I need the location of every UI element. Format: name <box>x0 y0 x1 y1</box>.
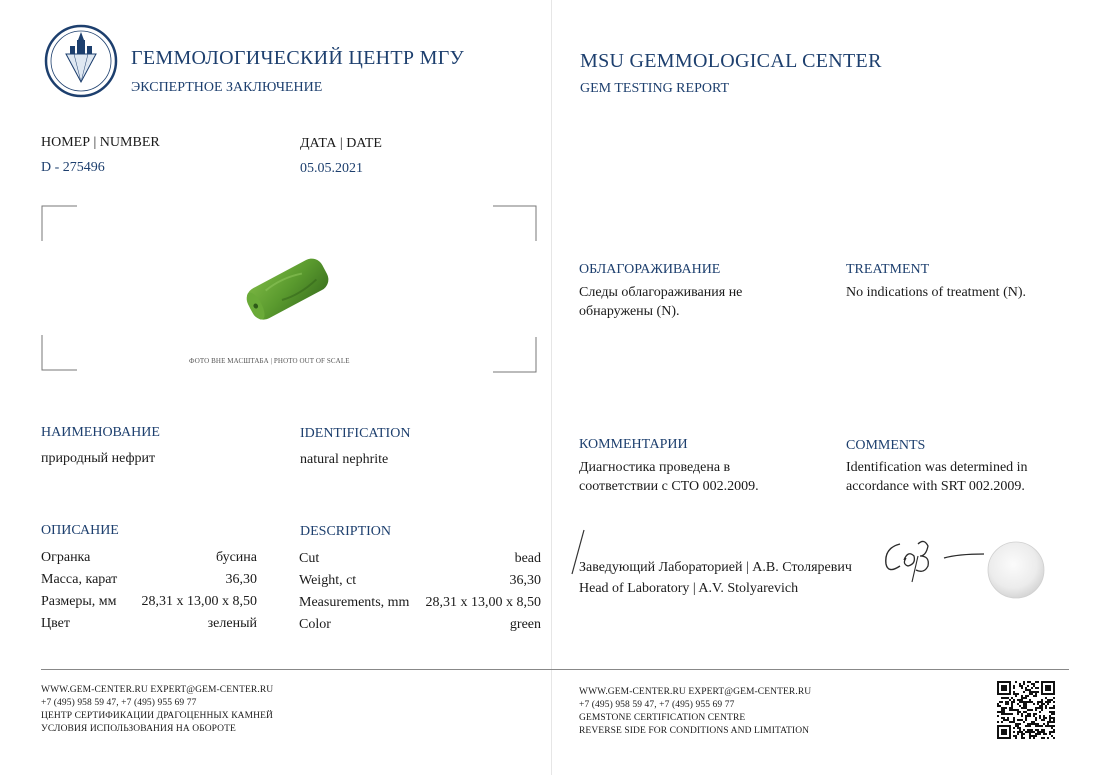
footer-right-centre: GEMSTONE CERTIFICATION CENTRE <box>579 713 746 723</box>
identification-label-ru: НАИМЕНОВАНИЕ <box>41 425 160 440</box>
handwritten-signature <box>878 530 988 590</box>
desc-value: 28,31 x 13,00 x 8,50 <box>425 595 541 610</box>
qr-code-icon[interactable] <box>997 681 1055 739</box>
footer-left-contacts: WWW.GEM-CENTER.RU EXPERT@GEM-CENTER.RU <box>41 685 274 695</box>
desc-row-measurements-ru <box>41 594 257 610</box>
subtitle-en: GEM TESTING REPORT <box>580 81 730 96</box>
desc-key: Масса, карат <box>41 572 118 587</box>
comments-value-ru-2: соответствии с СТО 002.2009. <box>579 479 759 494</box>
signature-line-ru: Заведующий Лабораторией | А.В. Столяревич <box>579 560 852 575</box>
desc-key: Цвет <box>41 616 70 631</box>
desc-row-color-en <box>299 617 541 633</box>
comments-value-en-1: Identification was determined in <box>846 460 1028 475</box>
comments-label-en: COMMENTS <box>846 438 926 453</box>
desc-value: 28,31 x 13,00 x 8,50 <box>141 594 257 609</box>
footer-left <box>41 684 273 736</box>
desc-key: Color <box>299 617 331 632</box>
footer-left-phones: +7 (495) 958 59 47, +7 (495) 955 69 77 <box>41 698 197 708</box>
identification-value-ru: природный нефрит <box>41 451 156 466</box>
desc-row-color-ru <box>41 616 257 632</box>
comments-value-ru-1: Диагностика проведена в <box>579 460 731 475</box>
footer-right-contacts: WWW.GEM-CENTER.RU EXPERT@GEM-CENTER.RU <box>579 687 812 697</box>
description-label-ru: ОПИСАНИЕ <box>41 523 119 538</box>
subtitle-ru: ЭКСПЕРТНОЕ ЗАКЛЮЧЕНИЕ <box>131 80 323 95</box>
desc-key: Cut <box>299 551 320 566</box>
footer-left-centre: ЦЕНТР СЕРТИФИКАЦИИ ДРАГОЦЕННЫХ КАМНЕЙ <box>41 711 274 721</box>
msu-logo-icon <box>44 24 118 98</box>
desc-value: бусина <box>215 550 257 565</box>
treatment-value-ru-1: Следы облагораживания не <box>579 285 743 300</box>
treatment-label-ru: ОБЛАГОРАЖИВАНИЕ <box>579 262 721 277</box>
desc-row-measurements-en <box>299 595 541 611</box>
desc-row-weight-ru <box>41 572 257 588</box>
treatment-label-en: TREATMENT <box>846 262 930 277</box>
comments-label-ru: КОММЕНТАРИИ <box>579 437 688 452</box>
footer-right-phones: +7 (495) 958 59 47, +7 (495) 955 69 77 <box>579 700 735 710</box>
desc-value: 36,30 <box>225 572 257 587</box>
date-value: 05.05.2021 <box>300 161 363 176</box>
date-label: ДАТА | DATE <box>300 136 382 151</box>
desc-key: Weight, ct <box>299 573 357 588</box>
comments-value-en-2: accordance with SRT 002.2009. <box>846 479 1025 494</box>
footer-divider <box>41 669 1069 670</box>
number-value: D - 275496 <box>41 160 105 175</box>
desc-value: bead <box>514 551 541 566</box>
hologram-seal <box>987 541 1045 599</box>
desc-key: Размеры, мм <box>41 594 117 609</box>
identification-label-en: IDENTIFICATION <box>300 426 411 441</box>
photo-caption: ФОТО ВНЕ МАСШТАБА | PHOTO OUT OF SCALE <box>189 357 350 365</box>
title-ru: ГЕММОЛОГИЧЕСКИЙ ЦЕНТР МГУ <box>131 47 465 69</box>
desc-value: зеленый <box>207 616 257 631</box>
title-en: MSU GEMMOLOGICAL CENTER <box>580 50 882 72</box>
treatment-value-ru-2: обнаружены (N). <box>579 304 680 319</box>
desc-value: 36,30 <box>509 573 541 588</box>
desc-value: green <box>509 617 541 632</box>
signature-line-en: Head of Laboratory | A.V. Stolyarevich <box>579 581 799 596</box>
identification-value-en: natural nephrite <box>300 452 389 467</box>
desc-key: Огранка <box>41 550 91 565</box>
footer-right <box>579 686 811 738</box>
nephrite-bead-photo <box>238 250 338 330</box>
footer-right-conditions: REVERSE SIDE FOR CONDITIONS AND LIMITATION <box>579 726 810 736</box>
treatment-value-en: No indications of treatment (N). <box>846 285 1027 300</box>
desc-row-cut-en <box>299 551 541 567</box>
desc-row-cut-ru <box>41 550 257 566</box>
description-label-en: DESCRIPTION <box>300 524 392 539</box>
page-fold <box>551 0 552 775</box>
number-label: НОМЕР | NUMBER <box>41 135 160 150</box>
desc-key: Measurements, mm <box>299 595 410 610</box>
footer-left-conditions: УСЛОВИЯ ИСПОЛЬЗОВАНИЯ НА ОБОРОТЕ <box>41 724 236 734</box>
desc-row-weight-en <box>299 573 541 589</box>
